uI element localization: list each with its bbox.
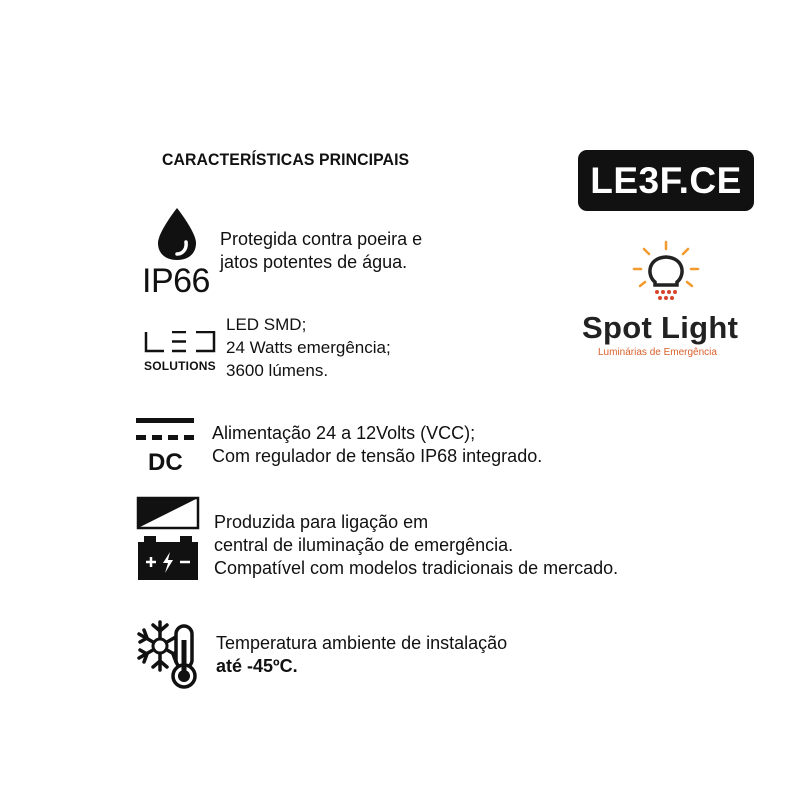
dc-symbol-icon <box>136 418 196 444</box>
feature-line: 3600 lúmens. <box>226 361 329 380</box>
dc-label: DC <box>148 449 183 476</box>
brand-name: Spot Light <box>582 310 739 345</box>
feature-line: Temperatura ambiente de instalação <box>216 633 508 653</box>
feature-line: LED SMD; <box>226 315 307 334</box>
feature-line: central de iluminação de emergência. <box>214 535 514 555</box>
snowflake-thermometer-icon <box>136 618 206 690</box>
battery-panel-icon <box>136 496 200 584</box>
model-badge: LE3F.CE <box>578 150 754 211</box>
feature-line: Alimentação 24 a 12Volts (VCC); <box>212 423 476 443</box>
feature-line: Protegida contra poeira e <box>220 229 423 249</box>
led-logo-icon <box>144 331 216 353</box>
feature-line-bold: até -45ºC. <box>216 656 298 676</box>
feature-temperature-text <box>216 632 507 678</box>
feature-line: Produzida para ligação em <box>214 512 429 532</box>
feature-line: Com regulador de tensão IP68 integrado. <box>212 446 543 466</box>
feature-ip66-text <box>220 228 422 274</box>
feature-line: Compatível com modelos tradicionais de mercado. <box>214 558 619 578</box>
feature-led-text <box>226 313 391 382</box>
led-solutions-label: SOLUTIONS <box>144 359 216 373</box>
feature-line: jatos potentes de água. <box>220 252 408 272</box>
bulb-logo-icon <box>628 240 704 304</box>
section-heading: CARACTERÍSTICAS PRINCIPAIS <box>162 150 410 169</box>
feature-line: 24 Watts emergência; <box>226 338 391 357</box>
water-drop-icon <box>154 206 200 262</box>
feature-power-text <box>212 422 542 468</box>
brand-tagline: Luminárias de Emergência <box>598 347 717 358</box>
feature-central-text <box>214 511 618 580</box>
ip66-label: IP66 <box>142 262 210 300</box>
